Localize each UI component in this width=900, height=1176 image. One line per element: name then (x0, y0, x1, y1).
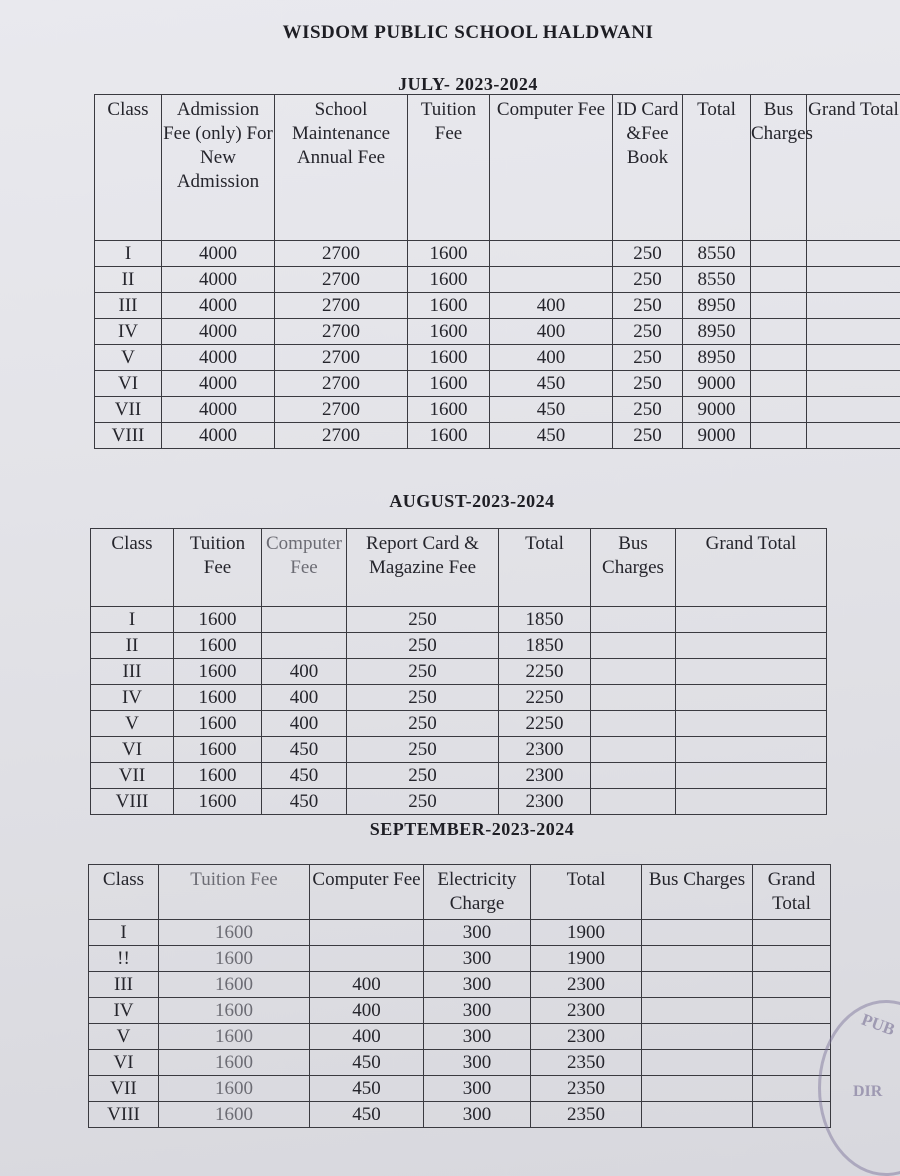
table-cell: VI (91, 737, 174, 763)
july-col-header: Grand Total (807, 95, 900, 241)
table-cell: 450 (490, 397, 613, 423)
table-cell: VII (89, 1076, 159, 1102)
table-cell: 1600 (174, 659, 262, 685)
table-cell: 250 (347, 711, 499, 737)
table-cell: VIII (89, 1102, 159, 1128)
table-cell: 300 (424, 1076, 531, 1102)
table-cell: 2300 (499, 737, 591, 763)
table-cell: 9000 (683, 397, 751, 423)
table-cell: 8950 (683, 345, 751, 371)
table-cell: 2700 (275, 371, 408, 397)
july-table-body (95, 241, 900, 449)
table-cell (642, 1102, 753, 1128)
table-cell: III (91, 659, 174, 685)
august-table-row (91, 789, 827, 815)
table-cell (642, 998, 753, 1024)
table-cell: 250 (613, 371, 683, 397)
table-cell: 4000 (162, 293, 275, 319)
table-cell: 2700 (275, 241, 408, 267)
table-cell: IV (95, 319, 162, 345)
table-cell: 400 (310, 1024, 424, 1050)
july-col-header: Bus Charges (751, 95, 807, 241)
table-cell: 4000 (162, 371, 275, 397)
table-cell: 300 (424, 1050, 531, 1076)
table-cell: III (89, 972, 159, 998)
table-cell (751, 293, 807, 319)
table-cell (490, 267, 613, 293)
august-col-header: Computer Fee (262, 529, 347, 607)
table-cell (751, 397, 807, 423)
august-col-header: Class (91, 529, 174, 607)
july-table-row (95, 267, 900, 293)
table-cell: 2350 (531, 1102, 642, 1128)
september-col-header: Total (531, 865, 642, 920)
table-cell (676, 711, 827, 737)
table-cell: 2700 (275, 293, 408, 319)
table-cell: VI (95, 371, 162, 397)
september-fee-table (88, 864, 831, 1128)
september-col-header: Electricity Charge (424, 865, 531, 920)
table-cell: 300 (424, 972, 531, 998)
table-cell (642, 972, 753, 998)
table-cell (676, 789, 827, 815)
table-cell (751, 241, 807, 267)
table-cell: 400 (490, 293, 613, 319)
table-cell (807, 241, 900, 267)
july-fee-table (94, 94, 900, 449)
table-cell (676, 607, 827, 633)
table-cell: 400 (262, 711, 347, 737)
august-fee-table (90, 528, 827, 815)
table-cell (751, 267, 807, 293)
table-cell: 1600 (408, 319, 490, 345)
table-cell (807, 345, 900, 371)
table-cell: 400 (310, 972, 424, 998)
table-cell: 2300 (531, 972, 642, 998)
table-cell: 1600 (159, 998, 310, 1024)
july-table-row (95, 241, 900, 267)
table-cell: 400 (262, 685, 347, 711)
table-cell: 4000 (162, 241, 275, 267)
table-cell (807, 267, 900, 293)
table-cell: 450 (310, 1076, 424, 1102)
table-cell: 1600 (159, 1102, 310, 1128)
table-cell (262, 607, 347, 633)
september-table-row (89, 972, 831, 998)
table-cell: 250 (347, 607, 499, 633)
table-cell: 2700 (275, 345, 408, 371)
september-col-header: Bus Charges (642, 865, 753, 920)
table-cell: 1600 (174, 633, 262, 659)
august-col-header: Total (499, 529, 591, 607)
table-cell (807, 319, 900, 345)
september-table-row (89, 920, 831, 946)
table-cell: V (95, 345, 162, 371)
stamp-text-top: PUB (858, 1009, 898, 1040)
table-cell: 250 (347, 685, 499, 711)
table-cell (310, 946, 424, 972)
table-cell (751, 345, 807, 371)
august-col-header: Report Card & Magazine Fee (347, 529, 499, 607)
table-cell: 1900 (531, 920, 642, 946)
july-table-row (95, 293, 900, 319)
table-cell: 1600 (408, 371, 490, 397)
table-cell (807, 397, 900, 423)
table-cell (642, 1076, 753, 1102)
table-cell: 450 (490, 423, 613, 449)
table-cell: I (95, 241, 162, 267)
table-cell: 2250 (499, 659, 591, 685)
july-col-header: Total (683, 95, 751, 241)
table-cell: II (95, 267, 162, 293)
table-cell: 300 (424, 1102, 531, 1128)
table-cell: 250 (613, 319, 683, 345)
table-cell: 1600 (159, 1024, 310, 1050)
table-cell: 1600 (174, 685, 262, 711)
august-fee-heading: AUGUST-2023-2024 (389, 491, 555, 511)
table-cell: 2350 (531, 1050, 642, 1076)
september-table-row (89, 1102, 831, 1128)
table-cell: 300 (424, 1024, 531, 1050)
september-fee-heading: SEPTEMBER-2023-2024 (369, 819, 575, 839)
table-cell: 4000 (162, 423, 275, 449)
table-cell: !! (89, 946, 159, 972)
table-cell (591, 633, 676, 659)
august-table-row (91, 763, 827, 789)
table-cell: 4000 (162, 267, 275, 293)
table-cell (807, 371, 900, 397)
august-table-row (91, 659, 827, 685)
table-cell: VIII (95, 423, 162, 449)
school-name: WISDOM PUBLIC SCHOOL HALDWANI (282, 22, 654, 43)
july-col-header: Class (95, 95, 162, 241)
table-cell (676, 763, 827, 789)
table-cell (591, 659, 676, 685)
table-cell: 1600 (174, 607, 262, 633)
table-cell: IV (91, 685, 174, 711)
table-cell: 1600 (159, 920, 310, 946)
july-table-row (95, 423, 900, 449)
table-cell: 450 (262, 737, 347, 763)
table-cell: 2700 (275, 397, 408, 423)
table-cell: 300 (424, 998, 531, 1024)
august-table-body (91, 607, 827, 815)
table-cell: 400 (262, 659, 347, 685)
table-cell: 2300 (531, 998, 642, 1024)
table-cell (591, 607, 676, 633)
table-cell: VII (91, 763, 174, 789)
table-cell: VIII (91, 789, 174, 815)
table-cell: 1850 (499, 607, 591, 633)
table-cell: 8950 (683, 319, 751, 345)
table-cell: 250 (613, 293, 683, 319)
table-cell: 250 (613, 241, 683, 267)
september-col-header: Computer Fee (310, 865, 424, 920)
table-cell: 8550 (683, 267, 751, 293)
table-cell: 1900 (531, 946, 642, 972)
table-cell: VII (95, 397, 162, 423)
july-table-row (95, 345, 900, 371)
table-cell: 2700 (275, 319, 408, 345)
september-table-row (89, 998, 831, 1024)
table-cell (807, 423, 900, 449)
september-table-row (89, 946, 831, 972)
table-cell (591, 763, 676, 789)
table-cell: 250 (613, 345, 683, 371)
table-cell: 250 (347, 633, 499, 659)
september-table-body (89, 920, 831, 1128)
table-cell: 2700 (275, 267, 408, 293)
table-cell: 450 (262, 763, 347, 789)
table-cell (676, 633, 827, 659)
table-cell (591, 737, 676, 763)
table-cell: 1600 (174, 789, 262, 815)
table-cell: 450 (310, 1102, 424, 1128)
table-cell (751, 371, 807, 397)
table-cell (753, 1024, 831, 1050)
september-table-row (89, 1024, 831, 1050)
table-cell (807, 293, 900, 319)
table-cell: 1600 (408, 241, 490, 267)
stamp-text-mid: DIR (853, 1083, 883, 1100)
table-cell: 400 (490, 319, 613, 345)
table-cell: 2300 (499, 763, 591, 789)
table-cell: 1600 (408, 267, 490, 293)
july-table-row (95, 319, 900, 345)
table-cell: 250 (347, 763, 499, 789)
table-cell: 1600 (159, 946, 310, 972)
table-cell (490, 241, 613, 267)
table-cell: 450 (310, 1050, 424, 1076)
table-cell: 250 (613, 423, 683, 449)
september-col-header: Tuition Fee (159, 865, 310, 920)
table-cell: 1600 (174, 737, 262, 763)
table-cell (591, 685, 676, 711)
august-col-header: Grand Total (676, 529, 827, 607)
table-cell: 450 (490, 371, 613, 397)
table-cell (753, 998, 831, 1024)
table-cell (591, 711, 676, 737)
table-cell: V (91, 711, 174, 737)
table-cell (751, 423, 807, 449)
table-cell: 2300 (531, 1024, 642, 1050)
table-cell: 9000 (683, 423, 751, 449)
table-cell: I (91, 607, 174, 633)
september-col-header: Class (89, 865, 159, 920)
september-table-row (89, 1076, 831, 1102)
table-cell: 450 (262, 789, 347, 815)
table-cell: 1600 (408, 345, 490, 371)
august-table-row (91, 633, 827, 659)
table-cell (642, 1050, 753, 1076)
table-cell: 2700 (275, 423, 408, 449)
august-table-row (91, 685, 827, 711)
table-cell: 250 (613, 397, 683, 423)
table-cell: 4000 (162, 319, 275, 345)
table-cell: 1600 (159, 972, 310, 998)
july-fee-heading: JULY- 2023-2024 (398, 74, 538, 94)
july-table-row (95, 397, 900, 423)
table-cell (751, 319, 807, 345)
table-cell: I (89, 920, 159, 946)
table-cell: 2350 (531, 1076, 642, 1102)
table-cell: 400 (490, 345, 613, 371)
august-table-row (91, 607, 827, 633)
table-cell (642, 920, 753, 946)
table-cell: 1600 (159, 1050, 310, 1076)
july-col-header: Computer Fee (490, 95, 613, 241)
august-table-row (91, 737, 827, 763)
table-cell (753, 946, 831, 972)
august-col-header: Tuition Fee (174, 529, 262, 607)
table-cell: 1850 (499, 633, 591, 659)
table-cell: 1600 (408, 293, 490, 319)
table-cell (753, 920, 831, 946)
table-cell (642, 946, 753, 972)
table-cell: 9000 (683, 371, 751, 397)
table-cell: 250 (613, 267, 683, 293)
table-cell (591, 789, 676, 815)
table-cell: 1600 (159, 1076, 310, 1102)
july-col-header: ID Card &Fee Book (613, 95, 683, 241)
table-cell (310, 920, 424, 946)
table-cell: 250 (347, 789, 499, 815)
july-col-header: School Maintenance Annual Fee (275, 95, 408, 241)
table-cell: 1600 (408, 423, 490, 449)
september-table-row (89, 1050, 831, 1076)
table-cell: IV (89, 998, 159, 1024)
table-cell (676, 685, 827, 711)
table-cell: 1600 (174, 763, 262, 789)
table-cell (753, 972, 831, 998)
table-cell: 2250 (499, 685, 591, 711)
table-cell (642, 1024, 753, 1050)
august-col-header: Bus Charges (591, 529, 676, 607)
july-table-row (95, 371, 900, 397)
table-cell: 2250 (499, 711, 591, 737)
table-cell: 1600 (174, 711, 262, 737)
july-col-header: Tuition Fee (408, 95, 490, 241)
july-col-header: Admission Fee (only) For New Admission (162, 95, 275, 241)
table-cell: V (89, 1024, 159, 1050)
august-table-row (91, 711, 827, 737)
table-cell (676, 737, 827, 763)
table-cell: VI (89, 1050, 159, 1076)
table-cell: 2300 (499, 789, 591, 815)
table-cell (676, 659, 827, 685)
table-cell: 400 (310, 998, 424, 1024)
table-cell: 8950 (683, 293, 751, 319)
table-cell: 300 (424, 946, 531, 972)
table-cell (262, 633, 347, 659)
table-cell: 250 (347, 659, 499, 685)
table-cell: 8550 (683, 241, 751, 267)
table-cell: 4000 (162, 345, 275, 371)
table-cell: 4000 (162, 397, 275, 423)
table-cell: III (95, 293, 162, 319)
table-cell: II (91, 633, 174, 659)
september-col-header: Grand Total (753, 865, 831, 920)
table-cell: 300 (424, 920, 531, 946)
table-cell: 250 (347, 737, 499, 763)
table-cell: 1600 (408, 397, 490, 423)
